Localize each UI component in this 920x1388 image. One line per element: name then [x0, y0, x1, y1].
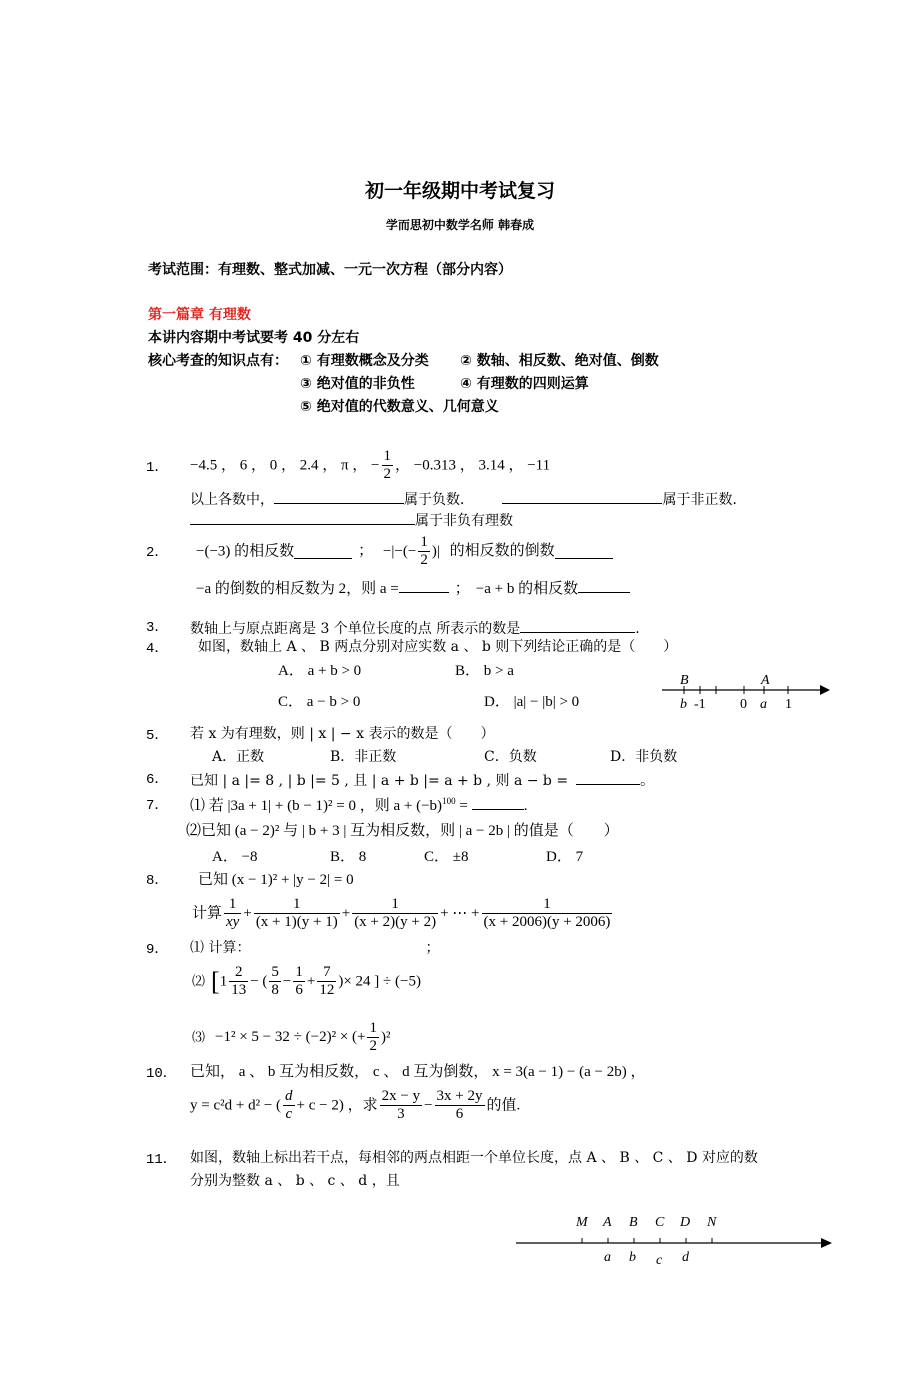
q8-plus-1: + [243, 905, 252, 922]
q3-end: . [635, 621, 640, 637]
page-title: 初一年级期中考试复习 [364, 180, 555, 202]
q8-t4-top: 1 [482, 896, 613, 914]
q7-p1-end: = [455, 798, 468, 814]
q10-e2-bot: 6 [455, 1106, 464, 1123]
q4-label-A: A [761, 673, 770, 688]
q3-line [190, 618, 640, 639]
q2-d: −a 的倒数的相反数为 2，则 a = [196, 581, 399, 597]
chapter-heading: 第一篇章 有理数 [148, 307, 251, 323]
q9-f3 [293, 964, 305, 1000]
q9-f2 [269, 964, 281, 1000]
q4-label-m1: -1 [694, 697, 706, 712]
q8-t3-bot: (x + 2)(y + 2) [354, 914, 437, 931]
q10-minus: − [424, 1097, 433, 1114]
q9-f1-top: 2 [229, 964, 248, 982]
q11-line-1: 如图，数轴上标出若干点，每相邻的两点相距一个单位长度，点 A 、 B 、 C 、 D 对应的数 [190, 1150, 758, 1166]
q9-p3-frac [367, 1020, 379, 1056]
q10-e1 [380, 1088, 422, 1124]
q8-term-2 [254, 896, 340, 932]
q9-f4 [317, 964, 336, 1000]
q4-option-c[interactable]: C． a − b > 0 [278, 694, 361, 710]
q9-p3: −1² × 5 − 32 ÷ (−2)² × (+ [215, 1029, 366, 1046]
q9-number: 9． [146, 942, 169, 958]
q8-given: 已知 (x − 1)² + |y − 2| = 0 [198, 872, 354, 888]
q9-f4-top: 7 [317, 964, 336, 982]
q6-text: 已知 | a |= 8 , | b |= 5 , 且 | a + b |= a + b , 则 a − b = [190, 773, 569, 789]
q10-e1-top: 2x − y [380, 1088, 422, 1106]
q8-t4-bot: (x + 2006)(y + 2006) [483, 914, 611, 931]
q4-number-line [660, 670, 840, 715]
q9-p3-top: 1 [367, 1020, 379, 1038]
q6-end: 。 [640, 773, 655, 789]
q11-label-N: N [707, 1215, 717, 1230]
q11-label-A: A [603, 1215, 612, 1230]
q2-line-1 [196, 534, 613, 570]
q9-part2 [192, 964, 421, 1000]
q9-p3-end: )² [380, 1029, 391, 1046]
q9-p2-label: ⑵ [192, 973, 206, 989]
q4-number: 4． [146, 641, 169, 657]
q2-blank-3[interactable] [399, 578, 449, 593]
q8-plus-2: + [341, 905, 351, 922]
q1-text-b: 属于负数． [404, 492, 474, 508]
q9-p3-bot: 2 [369, 1038, 377, 1055]
q7-p1-exp: 100 [442, 796, 456, 806]
q8-t2-top: 1 [254, 896, 340, 914]
q3-number: 3． [146, 620, 169, 636]
q11-label-d: d [682, 1250, 689, 1265]
q1-numbers-b: ， −0.313 ， 3.14 ， −11 [395, 457, 551, 474]
q11-line-2: 分别为整数 a 、 b 、 c 、 d ，且 [190, 1173, 400, 1189]
q10-y-end: + c − 2) ，求 [296, 1097, 378, 1114]
q9-minus: − [282, 973, 292, 990]
q4-axis-arrow [820, 685, 830, 695]
q9-f2-bot: 8 [271, 982, 279, 999]
q5-option-d[interactable]: D．非负数 [610, 749, 678, 765]
q1-numbers-a: −4.5 ， 6 ， 0 ， 2.4 ， π ， − [190, 457, 380, 474]
q1-numbers [190, 448, 550, 484]
q8-term-1 [224, 896, 241, 932]
q11-axis-arrow [821, 1238, 832, 1248]
q10-e2 [435, 1088, 485, 1124]
q9-paren-close: ) [338, 973, 344, 990]
q9-f3-bot: 6 [295, 982, 303, 999]
q3-text: 数轴上与原点距离是 3 个单位长度的点 所表示的数是 [190, 621, 521, 637]
q2-abs-close: )| [431, 543, 440, 560]
q2-line-2 [196, 578, 630, 599]
q10-e2-top: 3x + 2y [435, 1088, 485, 1106]
q9-p2-end: × 24 ] ÷ (−5) [343, 973, 421, 990]
core-item-2: ② 数轴、相反数、绝对值、倒数 [460, 353, 659, 369]
q4-label-b: b [680, 697, 687, 712]
q5-stem: 若 x 为有理数，则 | x | − x 表示的数是（ ） [190, 726, 495, 742]
q2-frac-bot: 2 [420, 552, 428, 569]
core-item-4: ④ 有理数的四则运算 [460, 376, 589, 392]
q8-dots: + ⋯ + [440, 905, 480, 922]
core-item-1: ① 有理数概念及分类 [300, 353, 429, 369]
q9-p2-pre: 1 [219, 973, 228, 990]
q7-number: 7． [146, 798, 169, 814]
q2-blank-1[interactable] [294, 544, 352, 559]
q9-part3 [192, 1020, 390, 1056]
q4-option-d[interactable]: D． |a| − |b| > 0 [484, 694, 580, 710]
q7-option-a[interactable]: A． −8 [212, 849, 258, 865]
q5-option-b[interactable]: B．非正数 [330, 749, 397, 765]
q9-p1: ⑴ 计算： [190, 940, 244, 956]
q7-option-b[interactable]: B． 8 [330, 849, 367, 865]
core-item-5: ⑤ 绝对值的代数意义、几何意义 [300, 399, 499, 415]
q7-part1: ⑴ 若 |3a + 1| + (b − 1)² = 0 ，则 $a + (-b)^{100}$ = . [190, 796, 528, 814]
q7-blank[interactable] [472, 795, 524, 810]
q10-dc-frac [283, 1088, 295, 1124]
q4-label-1: 1 [785, 697, 792, 712]
q1-number: 1． [146, 460, 169, 476]
q1-frac-top: 1 [382, 448, 394, 466]
q9-part1 [190, 940, 439, 958]
q11-number-line [514, 1208, 840, 1270]
q2-c: 的相反数的倒数 [449, 543, 555, 560]
q10-number: 10． [146, 1066, 177, 1082]
q2-blank-2[interactable] [555, 544, 613, 559]
q1-line-2 [190, 489, 746, 510]
q9-f2-top: 5 [269, 964, 281, 982]
q7-option-c[interactable]: C． ±8 [424, 849, 469, 865]
q2-e: ； [454, 581, 470, 597]
q1-text-c: 属于非正数． [662, 492, 747, 508]
q8-expression [192, 896, 614, 932]
core-item-3: ③ 绝对值的非负性 [300, 376, 415, 392]
q6-blank[interactable] [576, 770, 640, 785]
author-line: 学而思初中数学名师 韩春成 [385, 218, 535, 232]
q8-term-3 [352, 896, 438, 932]
q11-label-a: a [604, 1250, 611, 1265]
q11-label-D: D [680, 1215, 691, 1230]
q5-option-c[interactable]: C．负数 [484, 749, 537, 765]
q9-paren-open: − ( [250, 973, 268, 990]
q1-text-d: 属于非负有理数 [415, 513, 513, 529]
q2-f: −a + b 的相反数 [475, 581, 579, 597]
q8-t2-bot: (x + 1)(y + 1) [255, 914, 338, 931]
q1-line-3 [190, 510, 513, 531]
q10-stem: 已知， a 、 b 互为相反数， c 、 d 互为倒数， x = 3(a − 1) − (a − 2b) ， [190, 1064, 646, 1080]
q10-e1-bot: 3 [397, 1106, 405, 1123]
q7-p1: ⑴ 若 |3a + 1| + (b − 1)² = 0 ，则 a + (−b) [190, 798, 443, 814]
q11-label-C: C [655, 1215, 665, 1230]
q7-part2: ⑵已知 (a − 2)² 与 | b + 3 | 互为相反数，则 | a − 2b | 的值是（ ） [186, 823, 619, 839]
q11-label-c: c [656, 1253, 663, 1268]
q4-option-b[interactable]: B． b > a [455, 663, 514, 679]
q2-a: −(−3) 的相反数 [196, 543, 295, 560]
q10-dc-bot: c [285, 1106, 293, 1123]
q2-fraction [418, 534, 430, 570]
q1-fraction [382, 448, 394, 484]
points-line: 本讲内容期中考试要考 40 分左右 [148, 330, 360, 346]
q9-f1-bot: 13 [231, 982, 247, 999]
q10-line-2 [190, 1088, 520, 1124]
q1-blank-nonpositive[interactable] [502, 489, 662, 504]
q2-number: 2． [146, 545, 169, 561]
q1-text-a: 以上各数中， [190, 492, 274, 508]
q4-label-a: a [760, 697, 767, 712]
q8-t1-bot: xy [226, 914, 240, 931]
q1-blank-negative[interactable] [274, 489, 404, 504]
core-label: 核心考查的知识点有： [148, 353, 288, 369]
q9-plus: + [306, 973, 316, 990]
q8-t3-top: 1 [352, 896, 438, 914]
q9-f1 [229, 964, 248, 1000]
q4-option-a[interactable]: A． a + b > 0 [278, 663, 362, 679]
q10-dc-top: d [283, 1088, 295, 1106]
q9-p3-label: ⑶ [192, 1029, 206, 1045]
q8-term-4 [482, 896, 613, 932]
q11-label-b: b [629, 1250, 636, 1265]
q4-stem: 如图，数轴上 A 、 B 两点分别对应实数 a 、 b 则下列结论正确的是（ ） [198, 639, 678, 655]
q9-f3-top: 1 [293, 964, 305, 982]
q8-t1-top: 1 [224, 896, 241, 914]
q2-abs-open: −|−(− [382, 543, 417, 560]
q3-blank[interactable] [520, 618, 635, 633]
q9-p1-semi: ； [425, 940, 440, 956]
q4-label-0: 0 [740, 697, 747, 712]
q8-calc: 计算 [192, 905, 223, 922]
q6-number: 6． [146, 772, 169, 788]
q7-option-d[interactable]: D． 7 [546, 849, 584, 865]
q1-frac-bot: 2 [383, 466, 391, 483]
q1-blank-nonnegative[interactable] [190, 510, 415, 525]
q10-tail: 的值. [486, 1097, 521, 1114]
q11-number: 11． [146, 1152, 177, 1168]
q2-frac-top: 1 [418, 534, 430, 552]
q11-label-M: M [576, 1215, 588, 1230]
q11-label-B: B [629, 1215, 638, 1230]
q2-blank-4[interactable] [578, 578, 630, 593]
q4-label-B: B [680, 673, 689, 688]
q8-number: 8． [146, 873, 169, 889]
q5-option-a[interactable]: A．正数 [212, 749, 265, 765]
q9-f4-bot: 12 [319, 982, 335, 999]
exam-scope: 考试范围：有理数、整式加减、一元一次方程（部分内容） [148, 262, 512, 278]
q5-number: 5． [146, 728, 169, 744]
q2-b: ； [358, 543, 374, 560]
q6-line [190, 770, 654, 791]
q10-y-pre: y = c²d + d² − ( [190, 1097, 282, 1114]
q9-bracket-open: [ [211, 966, 220, 996]
